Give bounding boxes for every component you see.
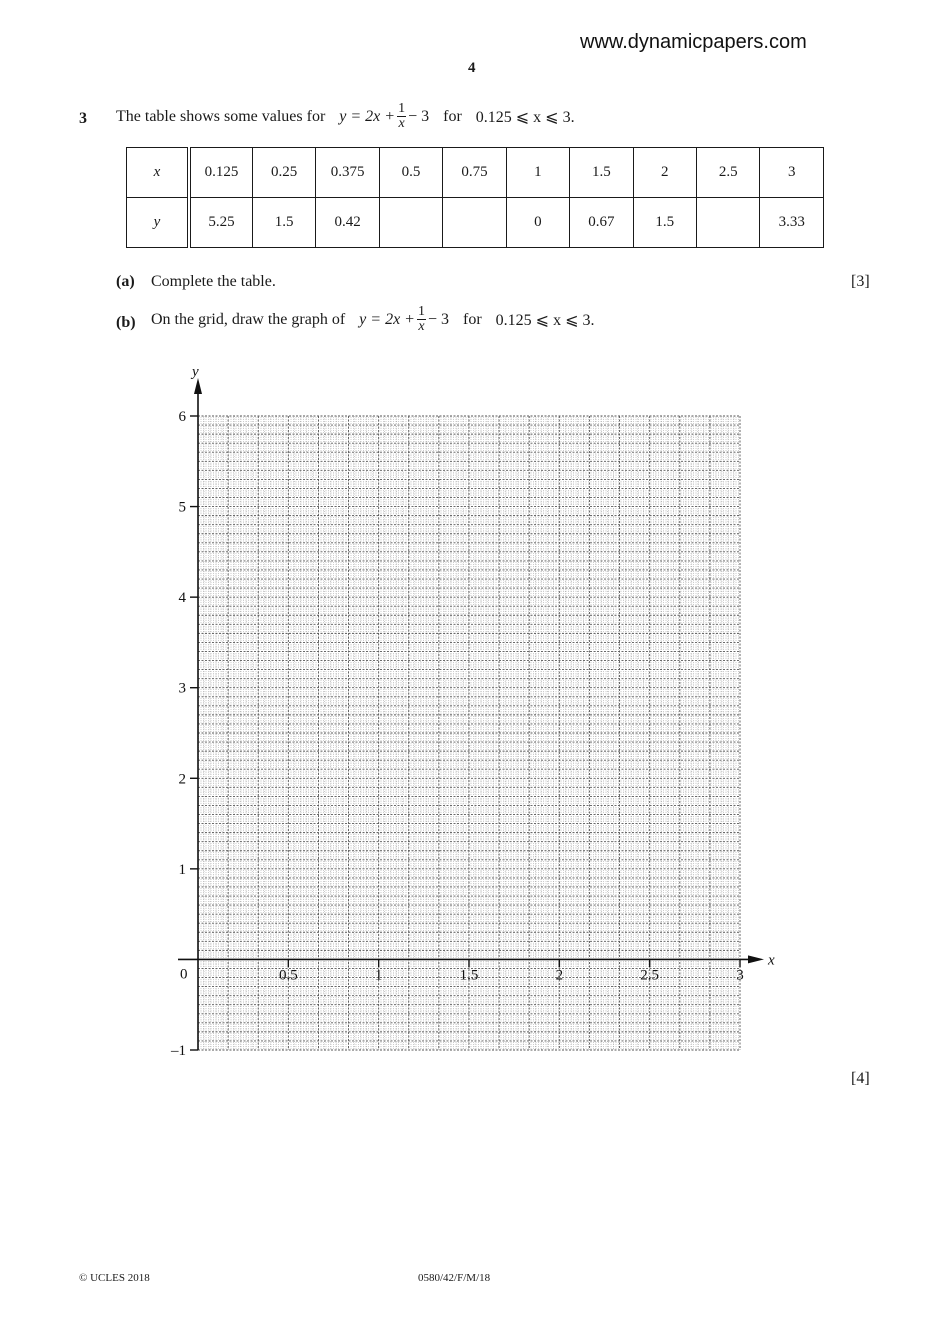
y-tick-label: 2: [178, 771, 186, 788]
fraction-denominator: x: [398, 116, 405, 131]
range-expression: 0.125 ⩽ x ⩽ 3.: [495, 311, 595, 329]
table-cell-blank[interactable]: [379, 198, 442, 248]
table-cell: 0.25: [252, 148, 315, 198]
part-a-text: Complete the table.: [151, 273, 276, 290]
y-tick-label: 3: [178, 680, 186, 697]
table-cell: 1.5: [252, 198, 315, 248]
equation-fraction: [417, 305, 426, 334]
intro-text: The table shows some values for: [116, 107, 326, 125]
range-word: for: [463, 310, 482, 328]
table-cell: 0.67: [570, 198, 633, 248]
footer-copyright: © UCLES 2018: [79, 1272, 150, 1284]
table-cell: 2: [633, 148, 696, 198]
table-row-x: [127, 148, 824, 198]
equation-lhs: y = 2x +: [339, 107, 396, 125]
table-cell: 0.375: [316, 148, 379, 198]
x-tick-label: 1.5: [459, 967, 479, 984]
x-tick-label: 1: [374, 967, 383, 984]
table-cell: 0.75: [443, 148, 506, 198]
table-row-y: [127, 198, 824, 248]
part-b-marks: [4]: [851, 1070, 870, 1087]
y-tick-label: 1: [178, 861, 186, 878]
range-expression: 0.125 ⩽ x ⩽ 3.: [475, 108, 575, 126]
table-cell: 0.5: [379, 148, 442, 198]
equation-lhs: y = 2x +: [359, 310, 415, 328]
x-tick-label: 0.5: [278, 967, 298, 984]
x-axis-arrow: [748, 955, 764, 963]
table-cell: 1.5: [633, 198, 696, 248]
question-number: 3: [79, 110, 87, 127]
table-cell-blank[interactable]: [443, 198, 506, 248]
equation-rhs: − 3: [408, 107, 430, 125]
x-axis-label: x: [768, 952, 775, 969]
major-gridlines: [198, 416, 740, 1050]
part-b-label: (b): [116, 314, 136, 331]
part-a-label: (a): [116, 273, 135, 290]
footer-code: 0580/42/F/M/18: [418, 1272, 491, 1284]
graph-grid[interactable]: [150, 360, 790, 1060]
page-number: 4: [468, 60, 476, 76]
question-intro: [116, 102, 575, 131]
part-a-marks: [3]: [851, 273, 870, 290]
origin-label: 0: [180, 966, 188, 983]
table-cell: 1: [506, 148, 569, 198]
fraction-numerator: 1: [398, 101, 406, 116]
table-cell: 0: [506, 198, 569, 248]
x-tick-label: 2.5: [640, 967, 660, 984]
equation-rhs: − 3: [427, 310, 449, 328]
table-cell: 3: [760, 148, 824, 198]
table-cell-blank[interactable]: [697, 198, 760, 248]
table-cell: 2.5: [697, 148, 760, 198]
y-tick-label: 4: [178, 590, 186, 607]
part-b-text: On the grid, draw the graph of: [151, 310, 346, 328]
x-tick-label: 3: [736, 967, 744, 984]
table-header-x: x: [127, 148, 190, 198]
axes: [178, 378, 764, 1050]
y-tick-label: 6: [178, 409, 186, 425]
y-tick-label: –1: [171, 1043, 186, 1059]
y-axis-label: y: [192, 364, 199, 380]
table-cell: 3.33: [760, 198, 824, 248]
fraction-denominator: x: [418, 319, 425, 334]
fraction-numerator: 1: [417, 304, 425, 319]
table-cell: 5.25: [189, 198, 252, 248]
table-cell: 0.42: [316, 198, 379, 248]
x-tick-label: 2: [555, 967, 564, 984]
table-header-y: y: [127, 198, 190, 248]
range-word: for: [443, 107, 462, 125]
y-tick-label: 5: [178, 499, 186, 516]
table-cell: 1.5: [570, 148, 633, 198]
part-b-instruction: [151, 305, 594, 334]
watermark-url[interactable]: www.dynamicpapers.com: [580, 31, 807, 53]
table-cell: 0.125: [189, 148, 252, 198]
y-axis-arrow: [194, 378, 202, 394]
values-table: [126, 147, 824, 248]
equation-fraction: [397, 102, 406, 131]
